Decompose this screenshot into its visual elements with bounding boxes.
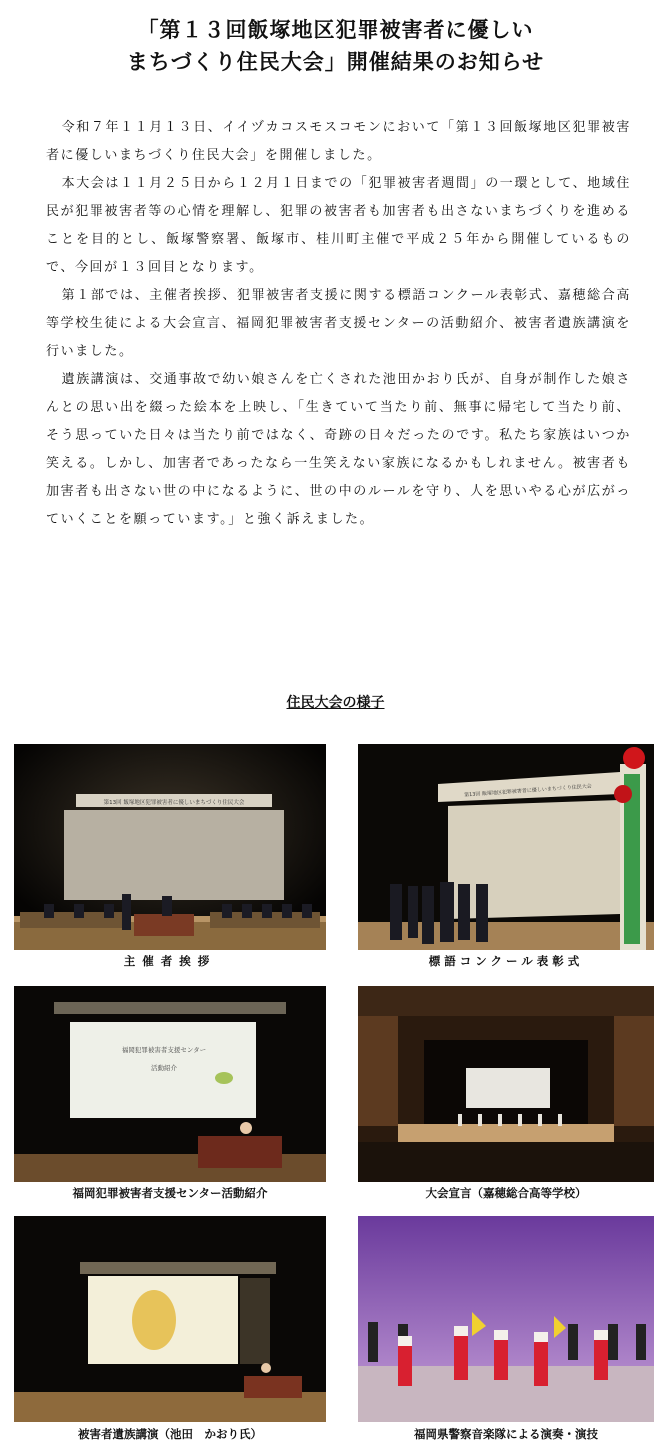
- paragraph-2: 本大会は１１月２５日から１２月１日までの「犯罪被害者週間」の一環として、地域住民が犯罪被害者等の心情を理解し、犯罪の被害者も加害者も出さないまちづくりを進めることを目的とし、飯塚警察署、飯塚市、桂川町主催で平成２５年から開催しているもので、今回が１３回目となります。: [46, 176, 631, 275]
- caption-lecture: 被害者遺族講演（池田 かおり氏）: [78, 1427, 262, 1441]
- document-title: [0, 14, 671, 78]
- paragraph-1: 令和７年１１月１３日、イイヅカコスモスコモンにおいて「第１３回飯塚地区犯罪被害者に優しいまちづくり住民大会」を開催しました。: [46, 120, 631, 163]
- paragraph-3: 第１部では、主催者挨拶、犯罪被害者支援に関する標語コンクール表彰式、嘉穂総合高等学校生徒による大会宣言、福岡犯罪被害者支援センターの活動紹介、被害者遺族講演を行いました。: [46, 288, 631, 359]
- photo-lecture: [14, 1216, 326, 1422]
- caption-band-performance: 福岡県警察音楽隊による演奏・演技: [414, 1427, 598, 1441]
- body-text: [46, 114, 631, 534]
- photo-band-performance: [358, 1216, 654, 1422]
- stage-banner-text-2: 第13回 飯塚地区犯罪被害者に優しいまちづくり住民大会: [463, 783, 592, 799]
- slide-subtitle: 活動紹介: [151, 1064, 177, 1072]
- slide-title: 福岡犯罪被害者支援センター: [121, 1046, 207, 1054]
- photo-support-center: [14, 986, 326, 1182]
- caption-declaration: 大会宣言（嘉穂総合高等学校）: [425, 1186, 587, 1200]
- photo-declaration: [358, 986, 654, 1182]
- section-title: 住民大会の様子: [286, 695, 385, 711]
- caption-slogan-award: 標語コンクール表彰式: [428, 954, 584, 968]
- stage-banner-text: 第13回 飯塚地区犯罪被害者に優しいまちづくり住民大会: [103, 800, 245, 806]
- photo-host-greeting: [14, 744, 326, 950]
- title-line-1: 「第１３回飯塚地区犯罪被害者に優しい: [137, 18, 534, 42]
- photo-slogan-award: [358, 744, 654, 950]
- title-line-2: まちづくり住民大会」開催結果のお知らせ: [126, 50, 545, 74]
- paragraph-4: 遺族講演は、交通事故で幼い娘さんを亡くされた池田かおり氏が、自身が制作した娘さんとの思い出を綴った絵本を上映し、「生きていて当たり前、無事に帰宅して当たり前、そう思っていた日々は当たり前ではなく、奇跡の日々だったのです。私たち家族はいつか笑える。しかし、加害者であったなら一生笑えない家族になるかもしれません。被害者も加害者も出さない世の中になるように、世の中のルールを守り、人を思いやる心が広がっていくことを願っています。」と強く訴えました。: [46, 372, 631, 527]
- caption-support-center: 福岡犯罪被害者支援センター活動紹介: [72, 1186, 268, 1200]
- caption-host-greeting: 主催者挨拶: [123, 954, 217, 968]
